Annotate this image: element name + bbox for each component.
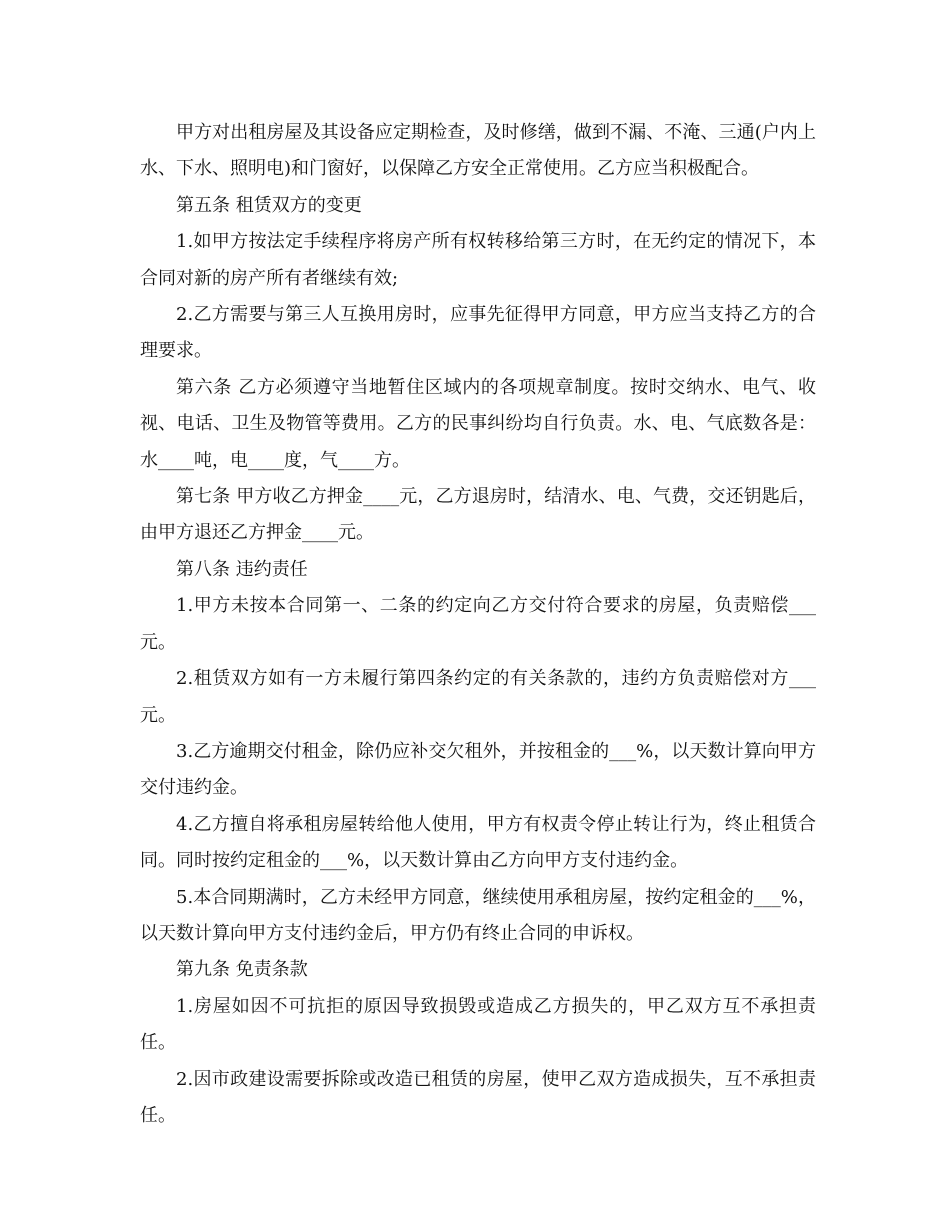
article-8-item-3: 3.乙方逾期交付租金，除仍应补交欠租外，并按租金的___%，以天数计算向甲方交付违约金。 (140, 740, 816, 799)
article-9-item-1: 1.房屋如因不可抗拒的原因导致损毁或造成乙方损失的，甲乙双方互不承担责任。 (140, 995, 816, 1054)
article-9-heading: 第九条 免责条款 (176, 959, 308, 981)
article-8-item-4: 4.乙方擅自将承租房屋转给他人使用，甲方有权责令停止转让行为，终止租赁合同。同时按约定租金的___%，以天数计算由乙方向甲方支付违约金。 (140, 813, 816, 872)
document-body (140, 115, 816, 1134)
article-5-item-2: 2.乙方需要与第三人互换用房时，应事先征得甲方同意，甲方应当支持乙方的合理要求。 (140, 304, 816, 362)
article-6: 第六条 乙方必须遵守当地暂住区域内的各项规章制度。按时交纳水、电气、收视、电话、卫生及物管等费用。乙方的民事纠纷均自行负责。水、电、气底数各是：水____吨，电____度，气____方。 (140, 376, 816, 471)
article-5-heading: 第五条 租赁双方的变更 (176, 194, 362, 216)
article-7: 第七条 甲方收乙方押金____元，乙方退房时，结清水、电、气费，交还钥匙后，由甲方退还乙方押金____元。 (140, 486, 816, 544)
article-5-item-1: 1.如甲方按法定手续程序将房产所有权转移给第三方时，在无约定的情况下，本合同对新的房产所有者继续有效; (140, 231, 816, 289)
article-8-heading: 第八条 违约责任 (176, 558, 308, 580)
article-9-item-2: 2.因市政建设需要拆除或改造已租赁的房屋，使甲乙双方造成损失，互不承担责任。 (140, 1068, 816, 1126)
article-8-item-5: 5.本合同期满时，乙方未经甲方同意，继续使用承租房屋，按约定租金的___%，以天数计算向甲方支付违约金后，甲方仍有终止合同的申诉权。 (140, 886, 816, 944)
paragraph-maintenance: 甲方对出租房屋及其设备应定期检查，及时修缮，做到不漏、不淹、三通(户内上水、下水、照明电)和门窗好，以保障乙方安全正常使用。乙方应当积极配合。 (140, 122, 816, 180)
article-8-item-1: 1.甲方未按本合同第一、二条的约定向乙方交付符合要求的房屋，负责赔偿___元。 (140, 595, 816, 653)
article-8-item-2: 2.租赁双方如有一方未履行第四条约定的有关条款的，违约方负责赔偿对方___元。 (140, 668, 816, 726)
